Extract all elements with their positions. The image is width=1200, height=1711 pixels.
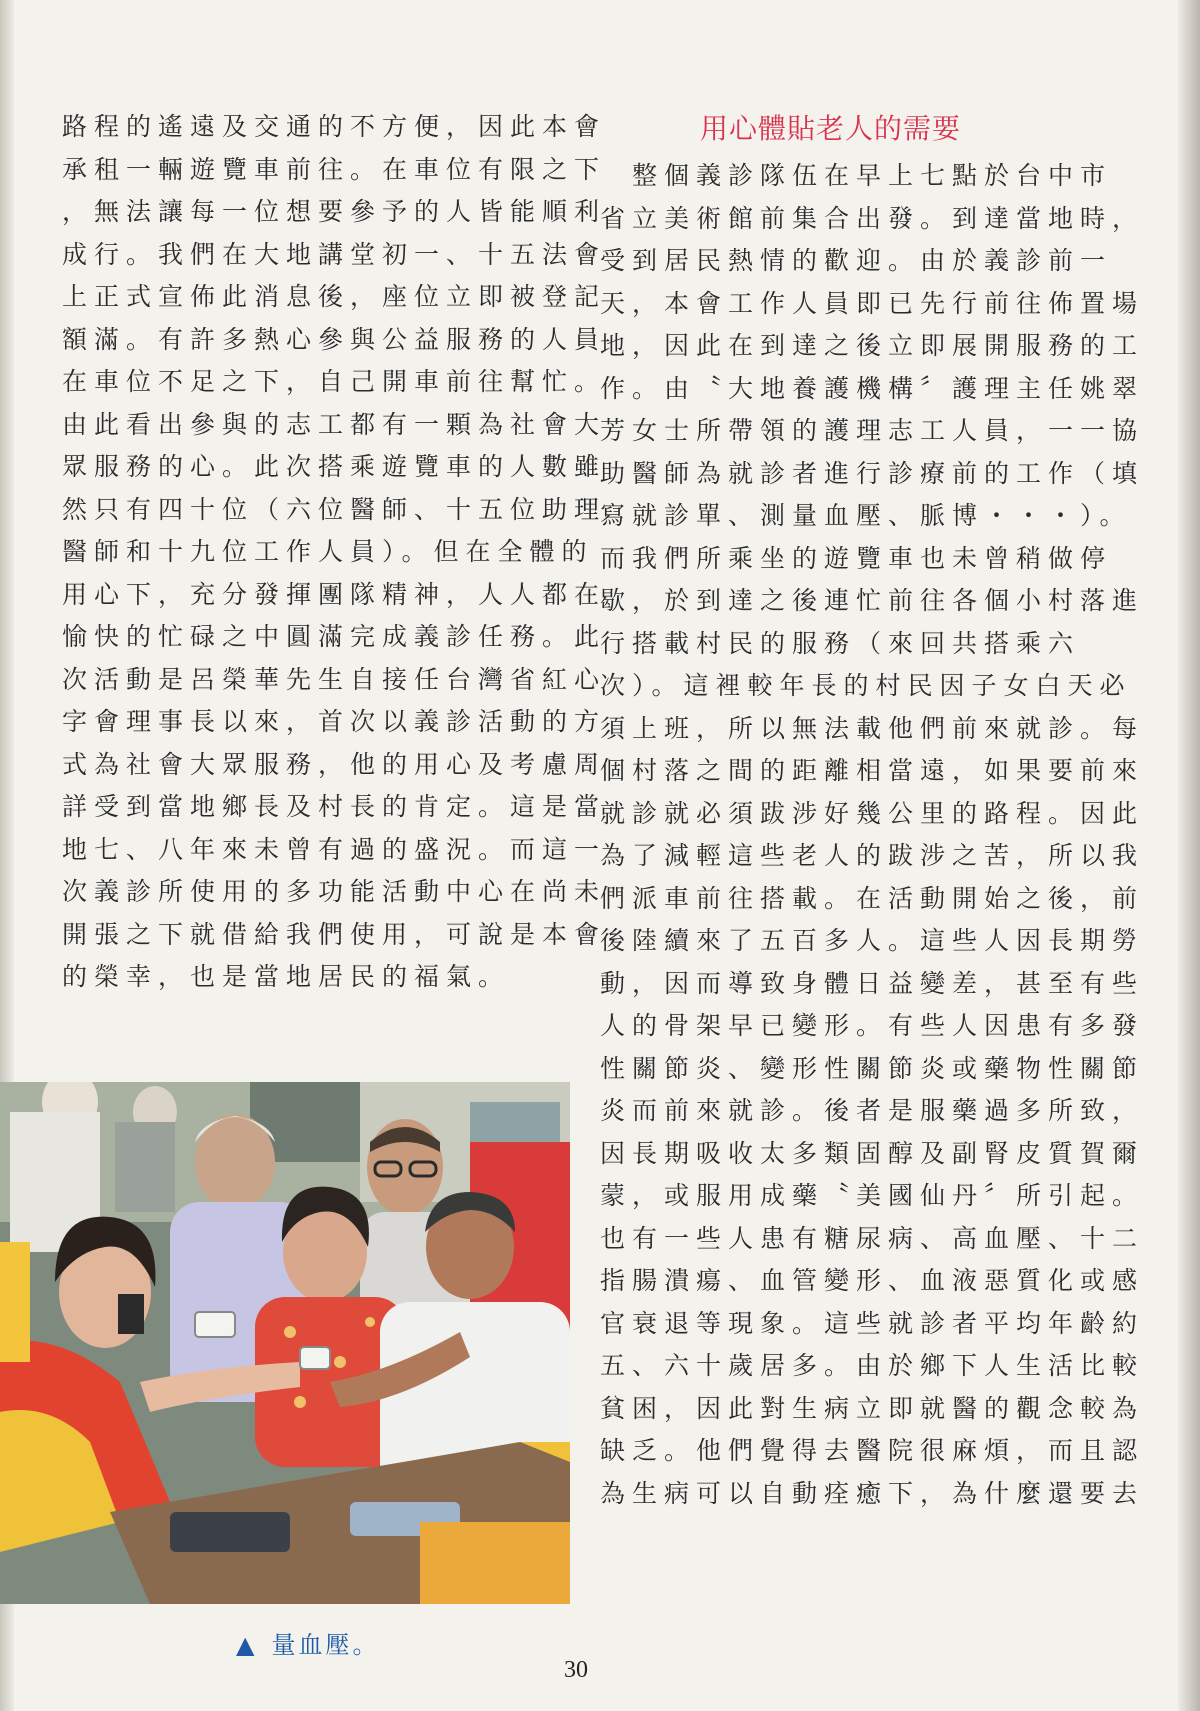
- text-line: 芳女士所帶領的護理志工人員，一一協: [600, 416, 1145, 445]
- text-line: 在車位不足之下，自己開車前往幫忙。: [62, 367, 607, 396]
- blood-pressure-photo: [0, 1082, 570, 1604]
- text-line: 就診就必須跋涉好幾公里的路程。因此: [600, 798, 1145, 828]
- text-line: 行搭載村民的服務（來回共搭乘六: [600, 628, 1081, 658]
- left-text-column: [62, 106, 607, 999]
- text-line: 五、六十歲居多。由於鄉下人生活比較: [600, 1351, 1145, 1380]
- text-line: 愉快的忙碌之中圓滿完成義診任務。此: [62, 622, 607, 651]
- text-line: 省立美術館前集合出發。到達當地時，: [600, 203, 1145, 233]
- section-heading: 用心體貼老人的需要: [700, 112, 962, 145]
- text-line: 次）。這裡較年長的村民因子女白天必: [600, 671, 1132, 700]
- page-number: 30: [564, 1657, 588, 1683]
- text-line: 指腸潰瘍、血管變形、血液惡質化或感: [600, 1266, 1145, 1295]
- text-line: 也有一些人患有糖尿病、高血壓、十二: [600, 1223, 1145, 1253]
- text-line: 為生病可以自動痊癒下，為什麼還要去: [600, 1478, 1145, 1508]
- text-line: 然只有四十位（六位醫師、十五位助理: [62, 494, 607, 524]
- text-line: 動，因而導致身體日益變差，甚至有些: [600, 968, 1145, 998]
- text-line: 歇，於到達之後連忙前往各個小村落進: [600, 586, 1145, 615]
- text-line: 助醫師為就診者進行診療前的工作（填: [600, 458, 1145, 488]
- text-line: 的榮幸，也是當地居民的福氣。: [62, 962, 511, 991]
- text-line: 個村落之間的距離相當遠，如果要前來: [600, 756, 1145, 785]
- text-line: 眾服務的心。此次搭乘遊覽車的人數雖: [62, 452, 607, 481]
- text-line: 額滿。有許多熱心參與公益服務的人員: [62, 324, 607, 354]
- text-line: 後陸續來了五百多人。這些人因長期勞: [600, 926, 1145, 955]
- text-line: 由此看出參與的志工都有一顆為社會大: [62, 409, 607, 439]
- text-line: 醫師和十九位工作人員）。但在全體的: [62, 537, 594, 566]
- text-line: 為了減輕這些老人的跋涉之苦，所以我: [600, 841, 1145, 870]
- text-line: 而我們所乘坐的遊覽車也未曾稍做停: [600, 543, 1113, 573]
- caption-text: 量血壓。: [271, 1631, 380, 1659]
- text-line: 次活動是呂榮華先生自接任台灣省紅心: [62, 664, 607, 694]
- text-line: 次義診所使用的多功能活動中心在尚未: [62, 877, 607, 906]
- text-line: 們派車前往搭載。在活動開始之後，前: [600, 883, 1145, 913]
- text-line: 須上班，所以無法載他們前來就診。每: [600, 713, 1145, 743]
- text-line: 作。由〝大地養護機構〞護理主任姚翠: [600, 373, 1145, 403]
- text-line: 官衰退等現象。這些就診者平均年齡約: [600, 1308, 1145, 1338]
- caption-triangle-icon: ▲: [236, 1631, 258, 1659]
- text-line: 字會理事長以來，首次以義診活動的方: [62, 707, 607, 736]
- text-line: 人的骨架早已變形。有些人因患有多發: [600, 1011, 1145, 1040]
- text-line: 成行。我們在大地講堂初一、十五法會: [62, 239, 607, 269]
- text-line: 上正式宣佈此消息後，座位立即被登記: [62, 282, 607, 311]
- text-line: 式為社會大眾服務，他的用心及考慮周: [62, 749, 607, 779]
- text-line: 蒙，或服用成藥〝美國仙丹〞所引起。: [600, 1181, 1145, 1210]
- photo-illustration: [0, 1082, 570, 1604]
- text-line: 開張之下就借給我們使用，可說是本會: [62, 919, 607, 949]
- text-line: 詳受到當地鄉長及村長的肯定。這是當: [62, 792, 607, 821]
- text-line: 天，本會工作人員即已先行前往佈置場: [600, 288, 1145, 318]
- text-line: 路程的遙遠及交通的不方便，因此本會: [62, 112, 607, 141]
- text-line: 寫就診單、測量血壓、脈博・・・）。: [600, 501, 1132, 530]
- text-line: 貧困，因此對生病立即就醫的觀念較為: [600, 1393, 1145, 1423]
- text-line: 缺乏。他們覺得去醫院很麻煩，而且認: [600, 1436, 1145, 1465]
- text-line: 受到居民熱情的歡迎。由於義診前一: [600, 246, 1113, 275]
- page-edge-right: [1178, 0, 1200, 1711]
- right-text-column: [600, 155, 1145, 1515]
- text-line: 承租一輛遊覽車前往。在車位有限之下: [62, 154, 607, 184]
- text-line: 整個義診隊伍在早上七點於台中市: [600, 161, 1113, 190]
- text-line: ，無法讓每一位想要參予的人皆能順利: [62, 197, 607, 226]
- text-line: 性關節炎、變形性關節炎或藥物性關節: [600, 1053, 1145, 1083]
- text-line: 用心下，充分發揮團隊精神，人人都在: [62, 579, 607, 609]
- text-line: 因長期吸收太多類固醇及副腎皮質賀爾: [600, 1138, 1145, 1168]
- text-line: 地，因此在到達之後立即展開服務的工: [600, 331, 1145, 360]
- text-line: 地七、八年來未曾有過的盛況。而這一: [62, 834, 607, 864]
- photo-caption: [236, 1625, 379, 1660]
- text-line: 炎而前來就診。後者是服藥過多所致，: [600, 1096, 1145, 1125]
